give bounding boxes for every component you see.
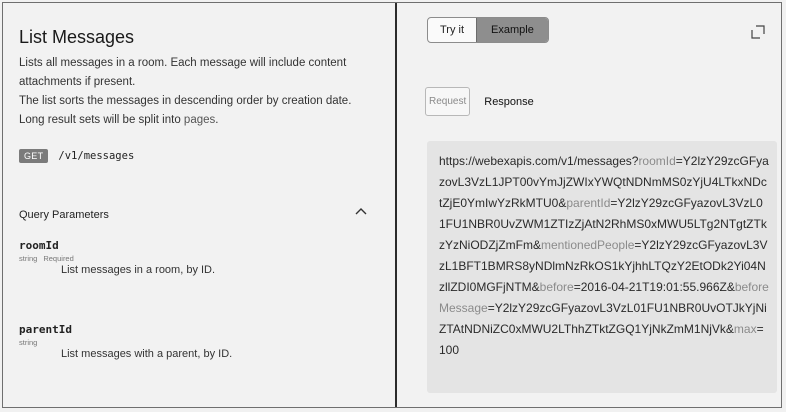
description-suffix: . xyxy=(215,114,219,126)
endpoint xyxy=(19,149,134,163)
param-roomid xyxy=(19,239,215,276)
endpoint-path: /v1/messages xyxy=(58,150,135,162)
url-param-value: =Y2lzY29zcGFyazovL3VzL1BFT1BMRS8yNDlmNzRkOS1kYjhhLTQzY2EtODk2Yi04NzllZDI0MGFjNTM& xyxy=(439,238,768,294)
url-param-key: max xyxy=(733,322,757,336)
tab-request[interactable]: Request xyxy=(425,87,470,116)
description-line-3: The list sorts the messages in descending order by creation date. xyxy=(19,95,352,107)
query-parameters-header[interactable] xyxy=(19,205,369,223)
url-param-value: =Y2lzY29zcGFyazovL3VzL01FU1NBR0UvZWM1ZTIzZjAtN2RhMS0xMWU5LTg2NTgtZTkzYzNiODZjZmFm& xyxy=(439,196,767,252)
api-reference-panel xyxy=(2,2,782,408)
pane-divider[interactable] xyxy=(395,3,397,407)
url-param-key: parentId xyxy=(566,196,611,210)
param-type: string xyxy=(19,254,38,263)
url-param-key: mentionedPeople xyxy=(541,238,635,252)
param-description: List messages with a parent, by ID. xyxy=(61,348,233,360)
url-param-value: =Y2lzY29zcGFyazovL3VzL1JPT00vYmJjZWIxYWQtNDNmMS0zYjU4LTkxNDctZjE0YmIwYzRkMTU0& xyxy=(439,154,769,210)
description-line-2: attachments if present. xyxy=(19,76,136,88)
description-line-4: Long result sets will be split into xyxy=(19,114,184,126)
pages-link[interactable]: pages xyxy=(183,114,216,126)
query-parameters-title: Query Parameters xyxy=(19,209,109,221)
http-method-badge: GET xyxy=(19,149,48,163)
url-param-key: roomId xyxy=(638,154,676,168)
mode-toggle xyxy=(427,17,549,43)
param-required: Required xyxy=(43,254,74,263)
param-description: List messages in a room, by ID. xyxy=(61,264,216,276)
url-param-value: https://webexapis.com/v1/messages? xyxy=(439,154,639,168)
description xyxy=(19,54,385,130)
description-line-1: Lists all messages in a room. Each message will include content xyxy=(19,57,347,69)
request-url-box xyxy=(427,141,777,393)
url-param-key: before xyxy=(539,280,574,294)
request-url xyxy=(439,151,769,361)
param-parentid xyxy=(19,323,232,360)
right-pane xyxy=(401,3,781,407)
url-param-value: =100 xyxy=(439,322,764,357)
left-pane xyxy=(19,27,385,360)
param-meta xyxy=(19,338,232,347)
request-response-tabs xyxy=(425,87,534,116)
chevron-up-icon[interactable] xyxy=(353,203,369,219)
param-meta xyxy=(19,254,215,263)
param-name: roomId xyxy=(19,239,59,252)
param-name: parentId xyxy=(19,323,72,336)
example-button[interactable]: Example xyxy=(476,18,548,42)
param-type: string xyxy=(19,338,38,347)
try-it-button[interactable]: Try it xyxy=(440,24,465,36)
url-param-value: =2016-04-21T19:01:55.966Z& xyxy=(573,280,735,294)
page-title: List Messages xyxy=(19,27,135,47)
url-param-key: beforeMessage xyxy=(439,280,769,315)
expand-icon[interactable] xyxy=(751,25,765,39)
url-param-value: =Y2lzY29zcGFyazovL3VzL01FU1NBR0UvOTJkYjNiZTAtNDNiZC0xMWU2LThhZTktZGQ1YjNkZmM1NjVk& xyxy=(439,301,767,336)
tab-response[interactable]: Response xyxy=(484,95,534,108)
